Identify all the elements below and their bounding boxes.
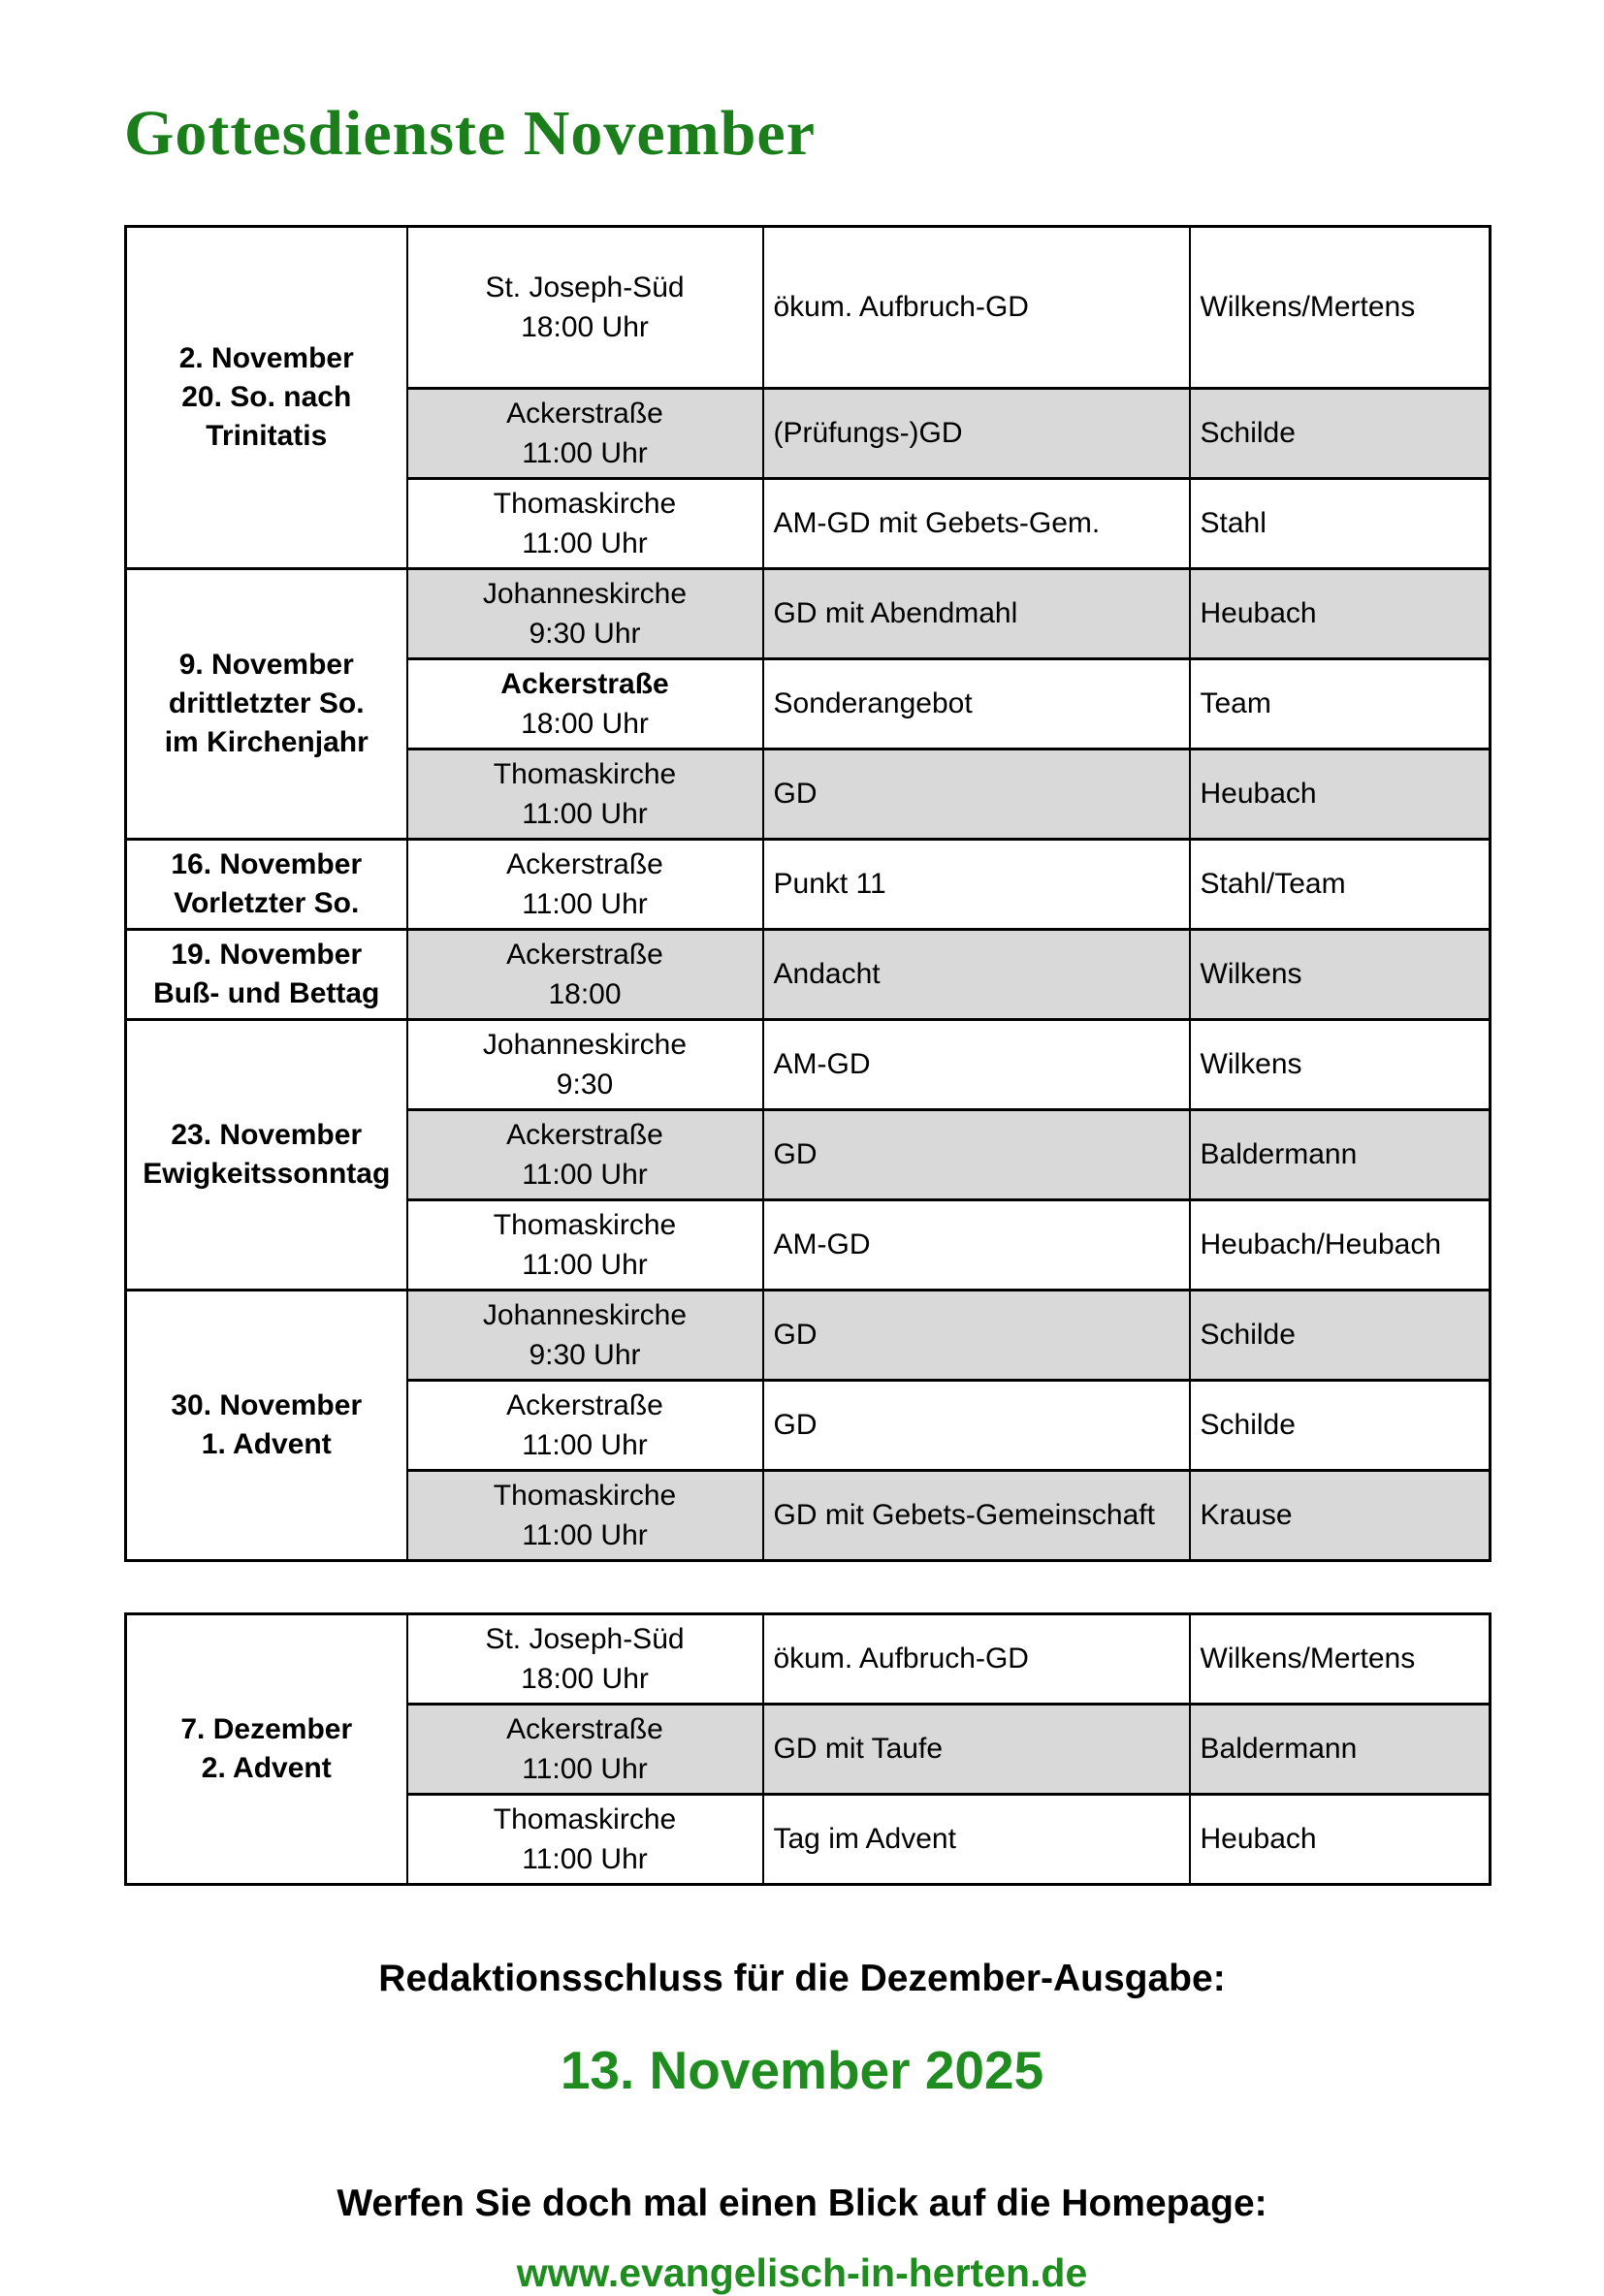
leader-cell: Schilde xyxy=(1190,389,1491,479)
place-name: Ackerstraße xyxy=(506,939,663,971)
december-table-body xyxy=(126,1614,1491,1885)
leader-cell: Schilde xyxy=(1190,1381,1491,1471)
deadline-date: 13. November 2025 xyxy=(560,2040,1044,2100)
homepage-heading: Werfen Sie doch mal einen Blick auf die Homepage: xyxy=(337,2183,1267,2224)
place-cell xyxy=(407,1110,763,1200)
place-cell xyxy=(407,659,763,749)
date-cell xyxy=(126,930,407,1020)
place-name: Johanneskirche xyxy=(482,578,688,610)
date-line: Ewigkeitssonntag xyxy=(143,1158,391,1190)
date-line: Buß- und Bettag xyxy=(153,977,380,1009)
service-time: 18:00 Uhr xyxy=(521,1663,649,1695)
service-time: 9:30 Uhr xyxy=(529,1339,641,1371)
place-name: Ackerstraße xyxy=(506,848,663,880)
place-name: Ackerstraße xyxy=(506,1389,663,1421)
place-cell xyxy=(407,227,763,389)
place-name: Thomaskirche xyxy=(493,1803,677,1835)
november-table-body xyxy=(126,227,1491,1561)
place-cell xyxy=(407,569,763,659)
place-name: Johanneskirche xyxy=(482,1299,688,1331)
place-name: Ackerstraße xyxy=(506,1713,663,1745)
schedule-row xyxy=(126,1291,1491,1381)
date-line: Vorletzter So. xyxy=(174,887,360,919)
place-name: Ackerstraße xyxy=(506,398,663,430)
service-cell: Andacht xyxy=(763,930,1190,1020)
leader-cell: Heubach xyxy=(1190,1795,1491,1885)
date-line: 7. Dezember xyxy=(180,1713,353,1745)
service-cell: GD xyxy=(763,1110,1190,1200)
service-time: 9:30 Uhr xyxy=(529,618,641,650)
place-cell xyxy=(407,1200,763,1291)
service-cell: ökum. Aufbruch-GD xyxy=(763,1614,1190,1705)
place-cell xyxy=(407,1381,763,1471)
place-cell xyxy=(407,389,763,479)
place-cell xyxy=(407,930,763,1020)
place-cell xyxy=(407,1291,763,1381)
place-name: Johanneskirche xyxy=(482,1029,688,1061)
november-schedule-table xyxy=(124,225,1492,1562)
date-line: 30. November xyxy=(171,1389,363,1421)
place-name: Thomaskirche xyxy=(493,1209,677,1241)
service-time: 11:00 Uhr xyxy=(522,1843,648,1875)
date-line: drittletzter So. xyxy=(168,687,365,719)
service-cell: GD xyxy=(763,1291,1190,1381)
schedule-row xyxy=(126,569,1491,659)
place-cell xyxy=(407,840,763,930)
date-line: 1. Advent xyxy=(201,1428,332,1460)
schedule-row xyxy=(126,840,1491,930)
date-line: 2. November xyxy=(178,342,354,374)
service-cell: AM-GD xyxy=(763,1200,1190,1291)
place-name: Thomaskirche xyxy=(493,488,677,520)
service-time: 11:00 Uhr xyxy=(522,888,648,920)
schedule-row xyxy=(126,1614,1491,1705)
place-cell xyxy=(407,1020,763,1110)
schedule-row xyxy=(126,227,1491,389)
service-cell: Tag im Advent xyxy=(763,1795,1190,1885)
leader-cell: Wilkens/Mertens xyxy=(1190,1614,1491,1705)
leader-cell: Stahl xyxy=(1190,479,1491,569)
date-cell xyxy=(126,1614,407,1885)
date-line: im Kirchenjahr xyxy=(164,726,369,758)
leader-cell: Baldermann xyxy=(1190,1705,1491,1795)
service-time: 18:00 xyxy=(548,978,622,1010)
leader-cell: Baldermann xyxy=(1190,1110,1491,1200)
place-name: Ackerstraße xyxy=(500,668,669,700)
leader-cell: Heubach/Heubach xyxy=(1190,1200,1491,1291)
date-line: 23. November xyxy=(171,1119,363,1151)
leader-cell: Stahl/Team xyxy=(1190,840,1491,930)
service-cell: GD xyxy=(763,1381,1190,1471)
deadline-heading: Redaktionsschluss für die Dezember-Ausgabe: xyxy=(378,1958,1226,1999)
date-cell xyxy=(126,569,407,840)
place-cell xyxy=(407,749,763,840)
service-time: 11:00 Uhr xyxy=(522,527,648,559)
leader-cell: Wilkens/Mertens xyxy=(1190,227,1491,389)
service-cell: GD mit Taufe xyxy=(763,1705,1190,1795)
place-name: St. Joseph-Süd xyxy=(485,1623,685,1655)
service-cell: GD mit Gebets-Gemeinschaft xyxy=(763,1471,1190,1561)
service-cell: GD mit Abendmahl xyxy=(763,569,1190,659)
date-line: 2. Advent xyxy=(201,1752,332,1784)
place-name: Thomaskirche xyxy=(493,1480,677,1512)
service-time: 11:00 Uhr xyxy=(522,1429,648,1461)
service-cell: AM-GD xyxy=(763,1020,1190,1110)
leader-cell: Team xyxy=(1190,659,1491,749)
leader-cell: Wilkens xyxy=(1190,1020,1491,1110)
place-name: St. Joseph-Süd xyxy=(485,271,685,303)
service-time: 11:00 Uhr xyxy=(522,1159,648,1191)
homepage-url-link[interactable]: www.evangelisch-in-herten.de xyxy=(516,2250,1088,2295)
date-cell xyxy=(126,1291,407,1561)
service-time: 11:00 Uhr xyxy=(522,798,648,830)
service-cell: ökum. Aufbruch-GD xyxy=(763,227,1190,389)
place-cell xyxy=(407,479,763,569)
date-line: 20. So. nach xyxy=(181,381,352,413)
date-cell xyxy=(126,840,407,930)
leader-cell: Wilkens xyxy=(1190,930,1491,1020)
service-time: 18:00 Uhr xyxy=(521,311,649,343)
service-cell: AM-GD mit Gebets-Gem. xyxy=(763,479,1190,569)
december-schedule-table xyxy=(124,1612,1492,1886)
date-line: 9. November xyxy=(178,649,354,681)
service-cell: GD xyxy=(763,749,1190,840)
service-cell: (Prüfungs-)GD xyxy=(763,389,1190,479)
place-name: Thomaskirche xyxy=(493,758,677,790)
schedule-row xyxy=(126,1020,1491,1110)
service-time: 11:00 Uhr xyxy=(522,437,648,469)
service-time: 11:00 Uhr xyxy=(522,1519,648,1551)
schedule-row xyxy=(126,930,1491,1020)
date-line: Trinitatis xyxy=(206,420,328,452)
service-time: 11:00 Uhr xyxy=(522,1753,648,1785)
service-cell: Punkt 11 xyxy=(763,840,1190,930)
date-line: 19. November xyxy=(171,939,363,971)
place-cell xyxy=(407,1614,763,1705)
service-time: 18:00 Uhr xyxy=(521,708,649,740)
place-cell xyxy=(407,1795,763,1885)
date-cell xyxy=(126,227,407,569)
place-cell xyxy=(407,1705,763,1795)
leader-cell: Krause xyxy=(1190,1471,1491,1561)
leader-cell: Schilde xyxy=(1190,1291,1491,1381)
place-name: Ackerstraße xyxy=(506,1119,663,1151)
service-time: 9:30 xyxy=(556,1068,614,1100)
date-cell xyxy=(126,1020,407,1291)
place-cell xyxy=(407,1471,763,1561)
service-cell: Sonderangebot xyxy=(763,659,1190,749)
leader-cell: Heubach xyxy=(1190,569,1491,659)
leader-cell: Heubach xyxy=(1190,749,1491,840)
service-time: 11:00 Uhr xyxy=(522,1249,648,1281)
page-title: Gottesdienste November xyxy=(124,98,817,169)
date-line: 16. November xyxy=(171,848,363,880)
